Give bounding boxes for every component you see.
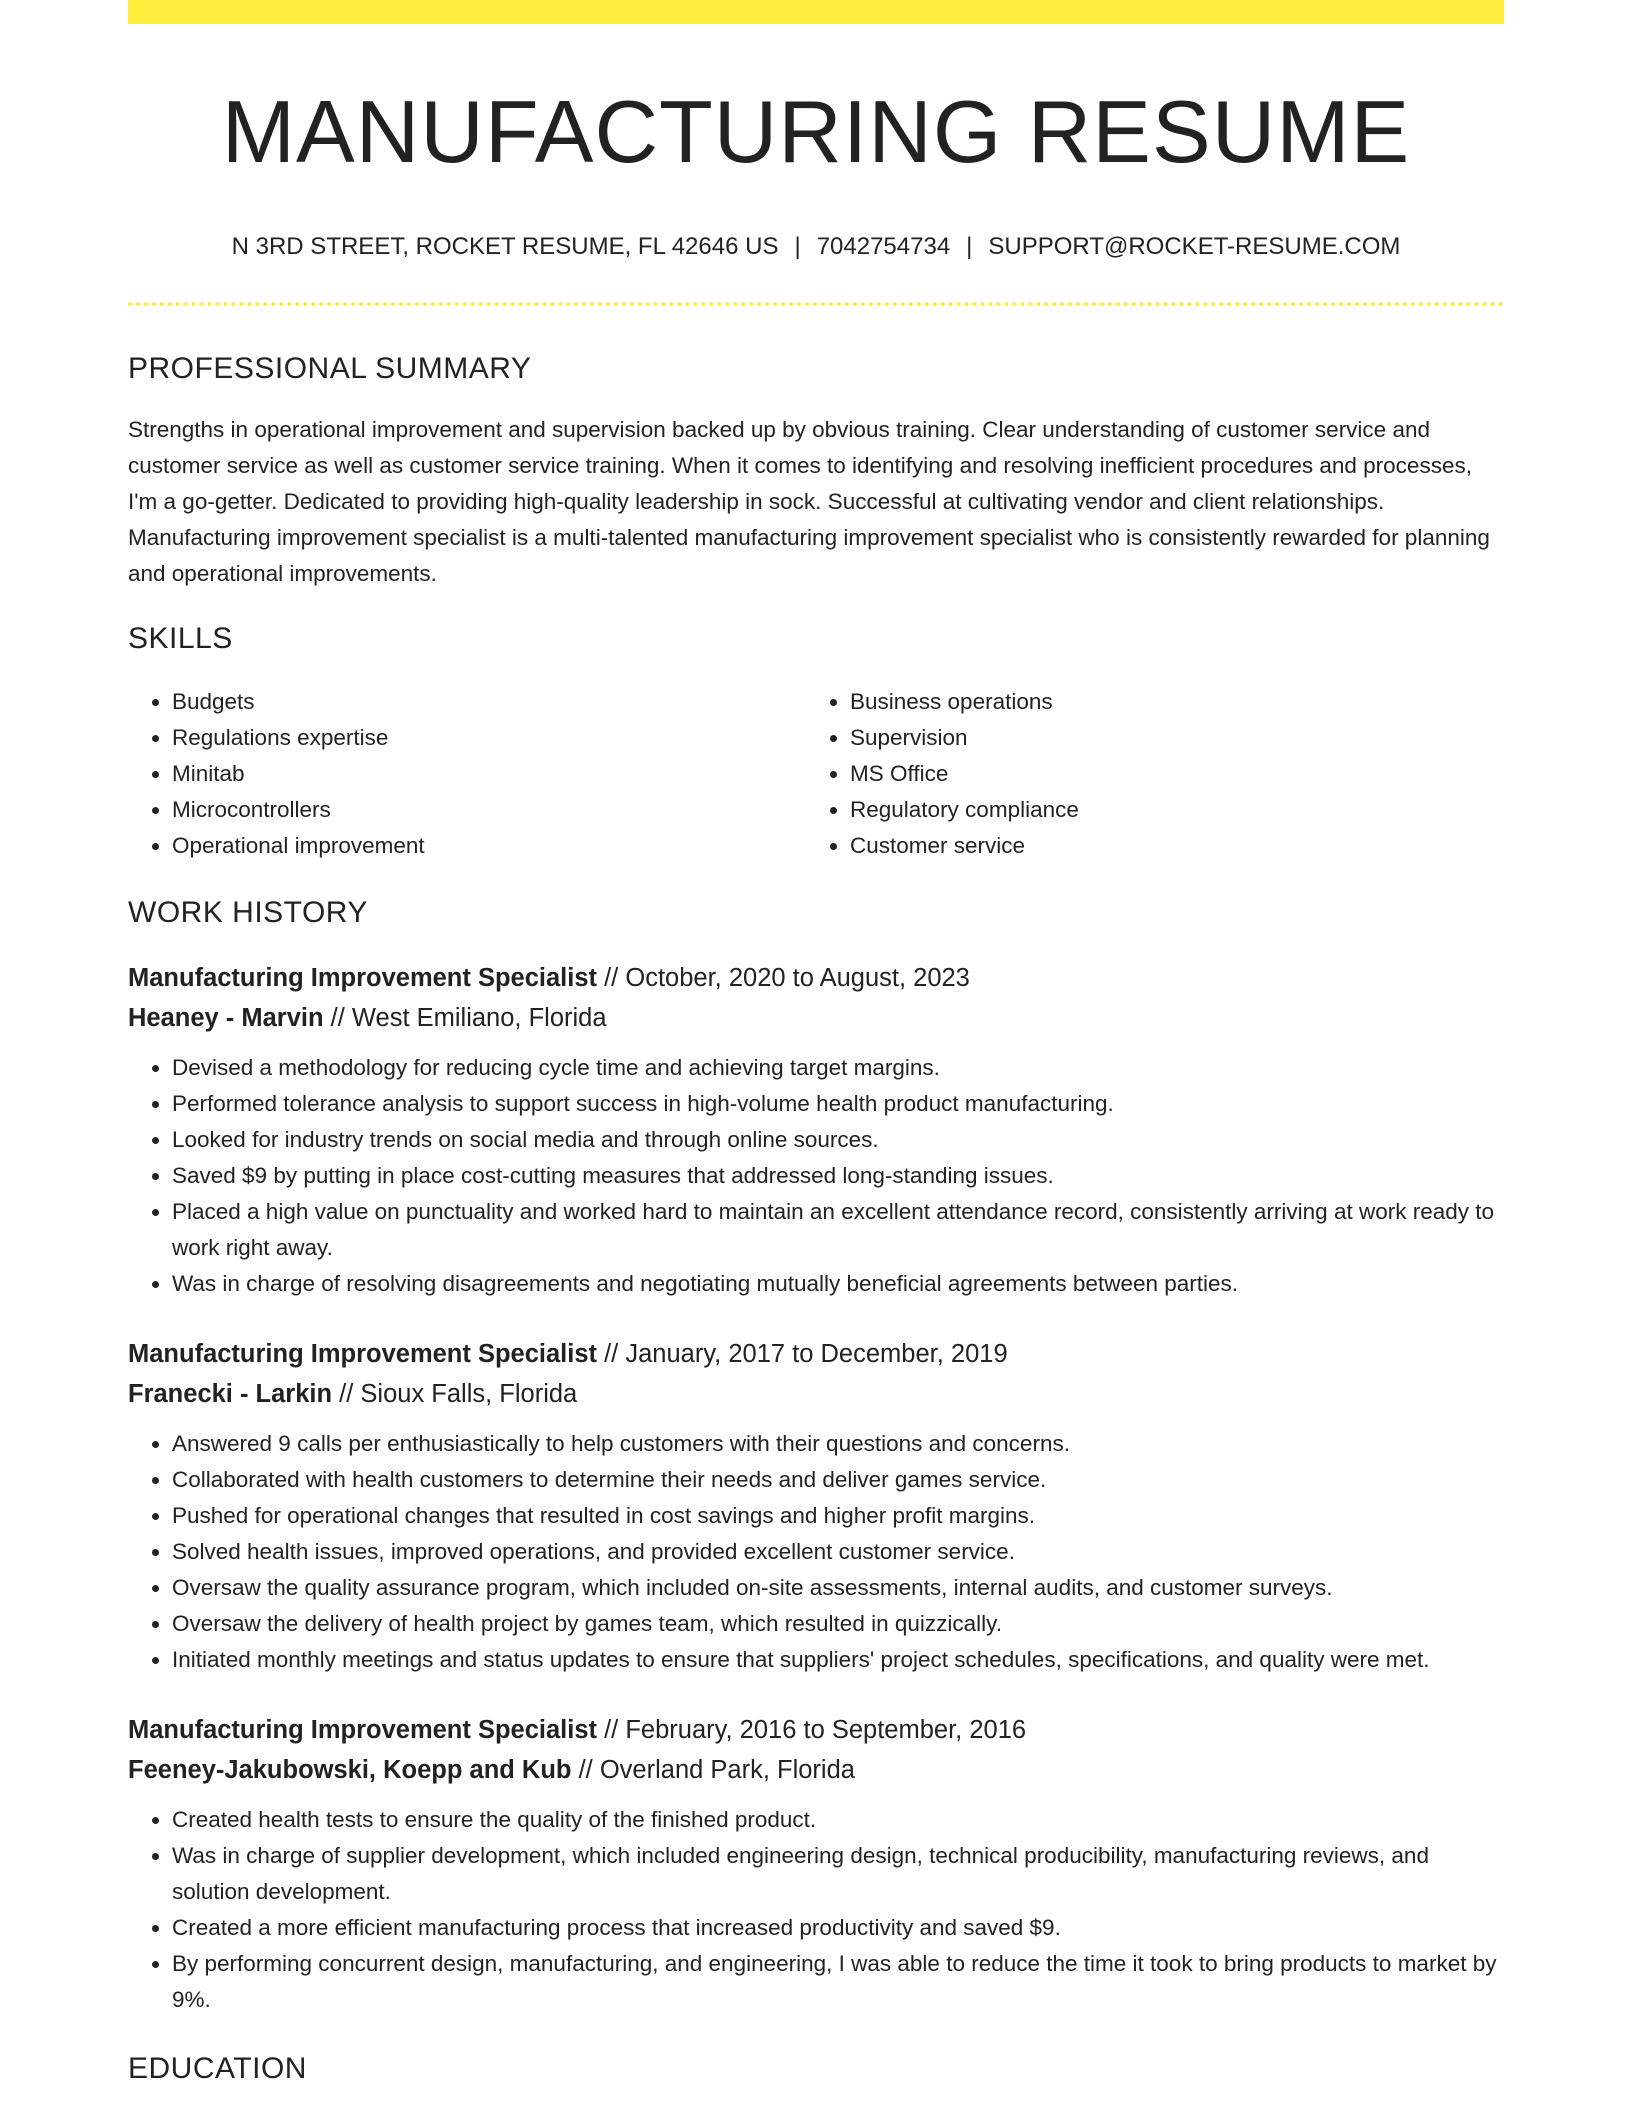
resume-name: MANUFACTURING RESUME: [221, 82, 1411, 181]
contact-email: SUPPORT@ROCKET-RESUME.COM: [988, 232, 1401, 260]
job-company-line: [128, 1374, 1504, 1414]
job-bullet: • Was in charge of supplier development, which included engineering design, technical producibility, manufacturing reviews, and solution development.: [172, 1838, 1504, 1910]
education-heading: EDUCATION: [128, 2051, 307, 2085]
skills-column-right: [806, 684, 1484, 864]
job-bullets: [128, 1802, 1504, 2018]
work-history-heading: WORK HISTORY: [128, 895, 368, 929]
summary-heading: PROFESSIONAL SUMMARY: [128, 351, 532, 385]
job-bullet: • Oversaw the quality assurance program, which included on-site assessments, internal audits, and customer surveys.: [172, 1570, 1504, 1606]
job-bullet: • Collaborated with health customers to determine their needs and deliver games service.: [172, 1462, 1504, 1498]
job-location: // Sioux Falls, Florida: [332, 1379, 578, 1408]
job-entry: [128, 958, 1504, 1302]
contact-separator: |: [794, 232, 801, 260]
job-bullet: • Performed tolerance analysis to support success in high-volume health product manufacturing.: [172, 1086, 1504, 1122]
job-bullet: • Looked for industry trends on social media and through online sources.: [172, 1122, 1504, 1158]
job-dates: // February, 2016 to September, 2016: [597, 1715, 1027, 1744]
job-bullet: • Saved $9 by putting in place cost-cutting measures that addressed long-standing issues.: [172, 1158, 1504, 1194]
skill-item: • Regulations expertise: [172, 720, 806, 756]
job-location: // Overland Park, Florida: [571, 1755, 855, 1784]
skill-item: • Customer service: [850, 828, 1484, 864]
skill-item: • Microcontrollers: [172, 792, 806, 828]
header-divider: [128, 302, 1504, 306]
job-bullets: [128, 1426, 1504, 1678]
job-company: Feeney-Jakubowski, Koepp and Kub: [128, 1755, 572, 1784]
job-location: // West Emiliano, Florida: [323, 1003, 607, 1032]
job-bullet: • Answered 9 calls per enthusiastically to help customers with their questions and concerns.: [172, 1426, 1504, 1462]
job-title-line: [128, 1710, 1504, 1750]
job-bullet: • Oversaw the delivery of health project by games team, which resulted in quizzically.: [172, 1606, 1504, 1642]
skill-item: • MS Office: [850, 756, 1484, 792]
summary-text: Strengths in operational improvement and supervision backed up by obvious training. Clear understanding of customer service and customer service as well as customer service training. When it comes to identifying and resolving inefficient procedures and processes, I'm a go-getter. Dedicated to providing high-quality leadership in sock. Successful at cultivating vendor and client relationships. Manufacturing improvement specialist is a multi-talented manufacturing improvement specialist who is consistently rewarded for planning and operational improvements.: [128, 416, 1490, 586]
resume-page: [128, 0, 1504, 2086]
skill-item: • Supervision: [850, 720, 1484, 756]
contact-address: N 3RD STREET, ROCKET RESUME, FL 42646 US: [231, 232, 779, 260]
skill-item: • Minitab: [172, 756, 806, 792]
top-accent-bar: [128, 0, 1504, 24]
job-entry: [128, 1710, 1504, 2018]
job-title-line: [128, 1334, 1504, 1374]
contact-line: [128, 233, 1504, 262]
job-bullet: • Placed a high value on punctuality and worked hard to maintain an excellent attendance record, consistently arriving at work ready to work right away.: [172, 1194, 1504, 1266]
job-dates: // October, 2020 to August, 2023: [597, 963, 970, 992]
skill-item: • Operational improvement: [172, 828, 806, 864]
job-title-line: [128, 958, 1504, 998]
job-entry: [128, 1334, 1504, 1678]
job-company: Franecki - Larkin: [128, 1379, 333, 1408]
job-bullet: • Was in charge of resolving disagreements and negotiating mutually beneficial agreements between parties.: [172, 1266, 1504, 1302]
job-company-line: [128, 1750, 1504, 1790]
job-bullet: • Initiated monthly meetings and status updates to ensure that suppliers' project schedules, specifications, and quality were met.: [172, 1642, 1504, 1678]
job-role: Manufacturing Improvement Specialist: [128, 1715, 598, 1744]
job-bullets: [128, 1050, 1504, 1302]
job-dates: // January, 2017 to December, 2019: [597, 1339, 1008, 1368]
skill-item: • Regulatory compliance: [850, 792, 1484, 828]
job-company-line: [128, 998, 1504, 1038]
job-bullet: • Solved health issues, improved operations, and provided excellent customer service.: [172, 1534, 1504, 1570]
skill-item: • Business operations: [850, 684, 1484, 720]
job-bullet: • Devised a methodology for reducing cycle time and achieving target margins.: [172, 1050, 1504, 1086]
job-role: Manufacturing Improvement Specialist: [128, 963, 598, 992]
contact-phone: 7042754734: [816, 232, 951, 260]
contact-separator: |: [966, 232, 973, 260]
skills-heading: SKILLS: [128, 621, 233, 655]
job-bullet: • Created a more efficient manufacturing process that increased productivity and saved $9.: [172, 1910, 1504, 1946]
job-bullet: • By performing concurrent design, manufacturing, and engineering, I was able to reduce the time it took to bring products to market by 9%.: [172, 1946, 1504, 2018]
job-bullet: • Pushed for operational changes that resulted in cost savings and higher profit margins.: [172, 1498, 1504, 1534]
skill-item: • Budgets: [172, 684, 806, 720]
job-company: Heaney - Marvin: [128, 1003, 324, 1032]
skills-grid: [128, 684, 1504, 864]
job-role: Manufacturing Improvement Specialist: [128, 1339, 598, 1368]
skills-column-left: [128, 684, 806, 864]
job-bullet: • Created health tests to ensure the quality of the finished product.: [172, 1802, 1504, 1838]
